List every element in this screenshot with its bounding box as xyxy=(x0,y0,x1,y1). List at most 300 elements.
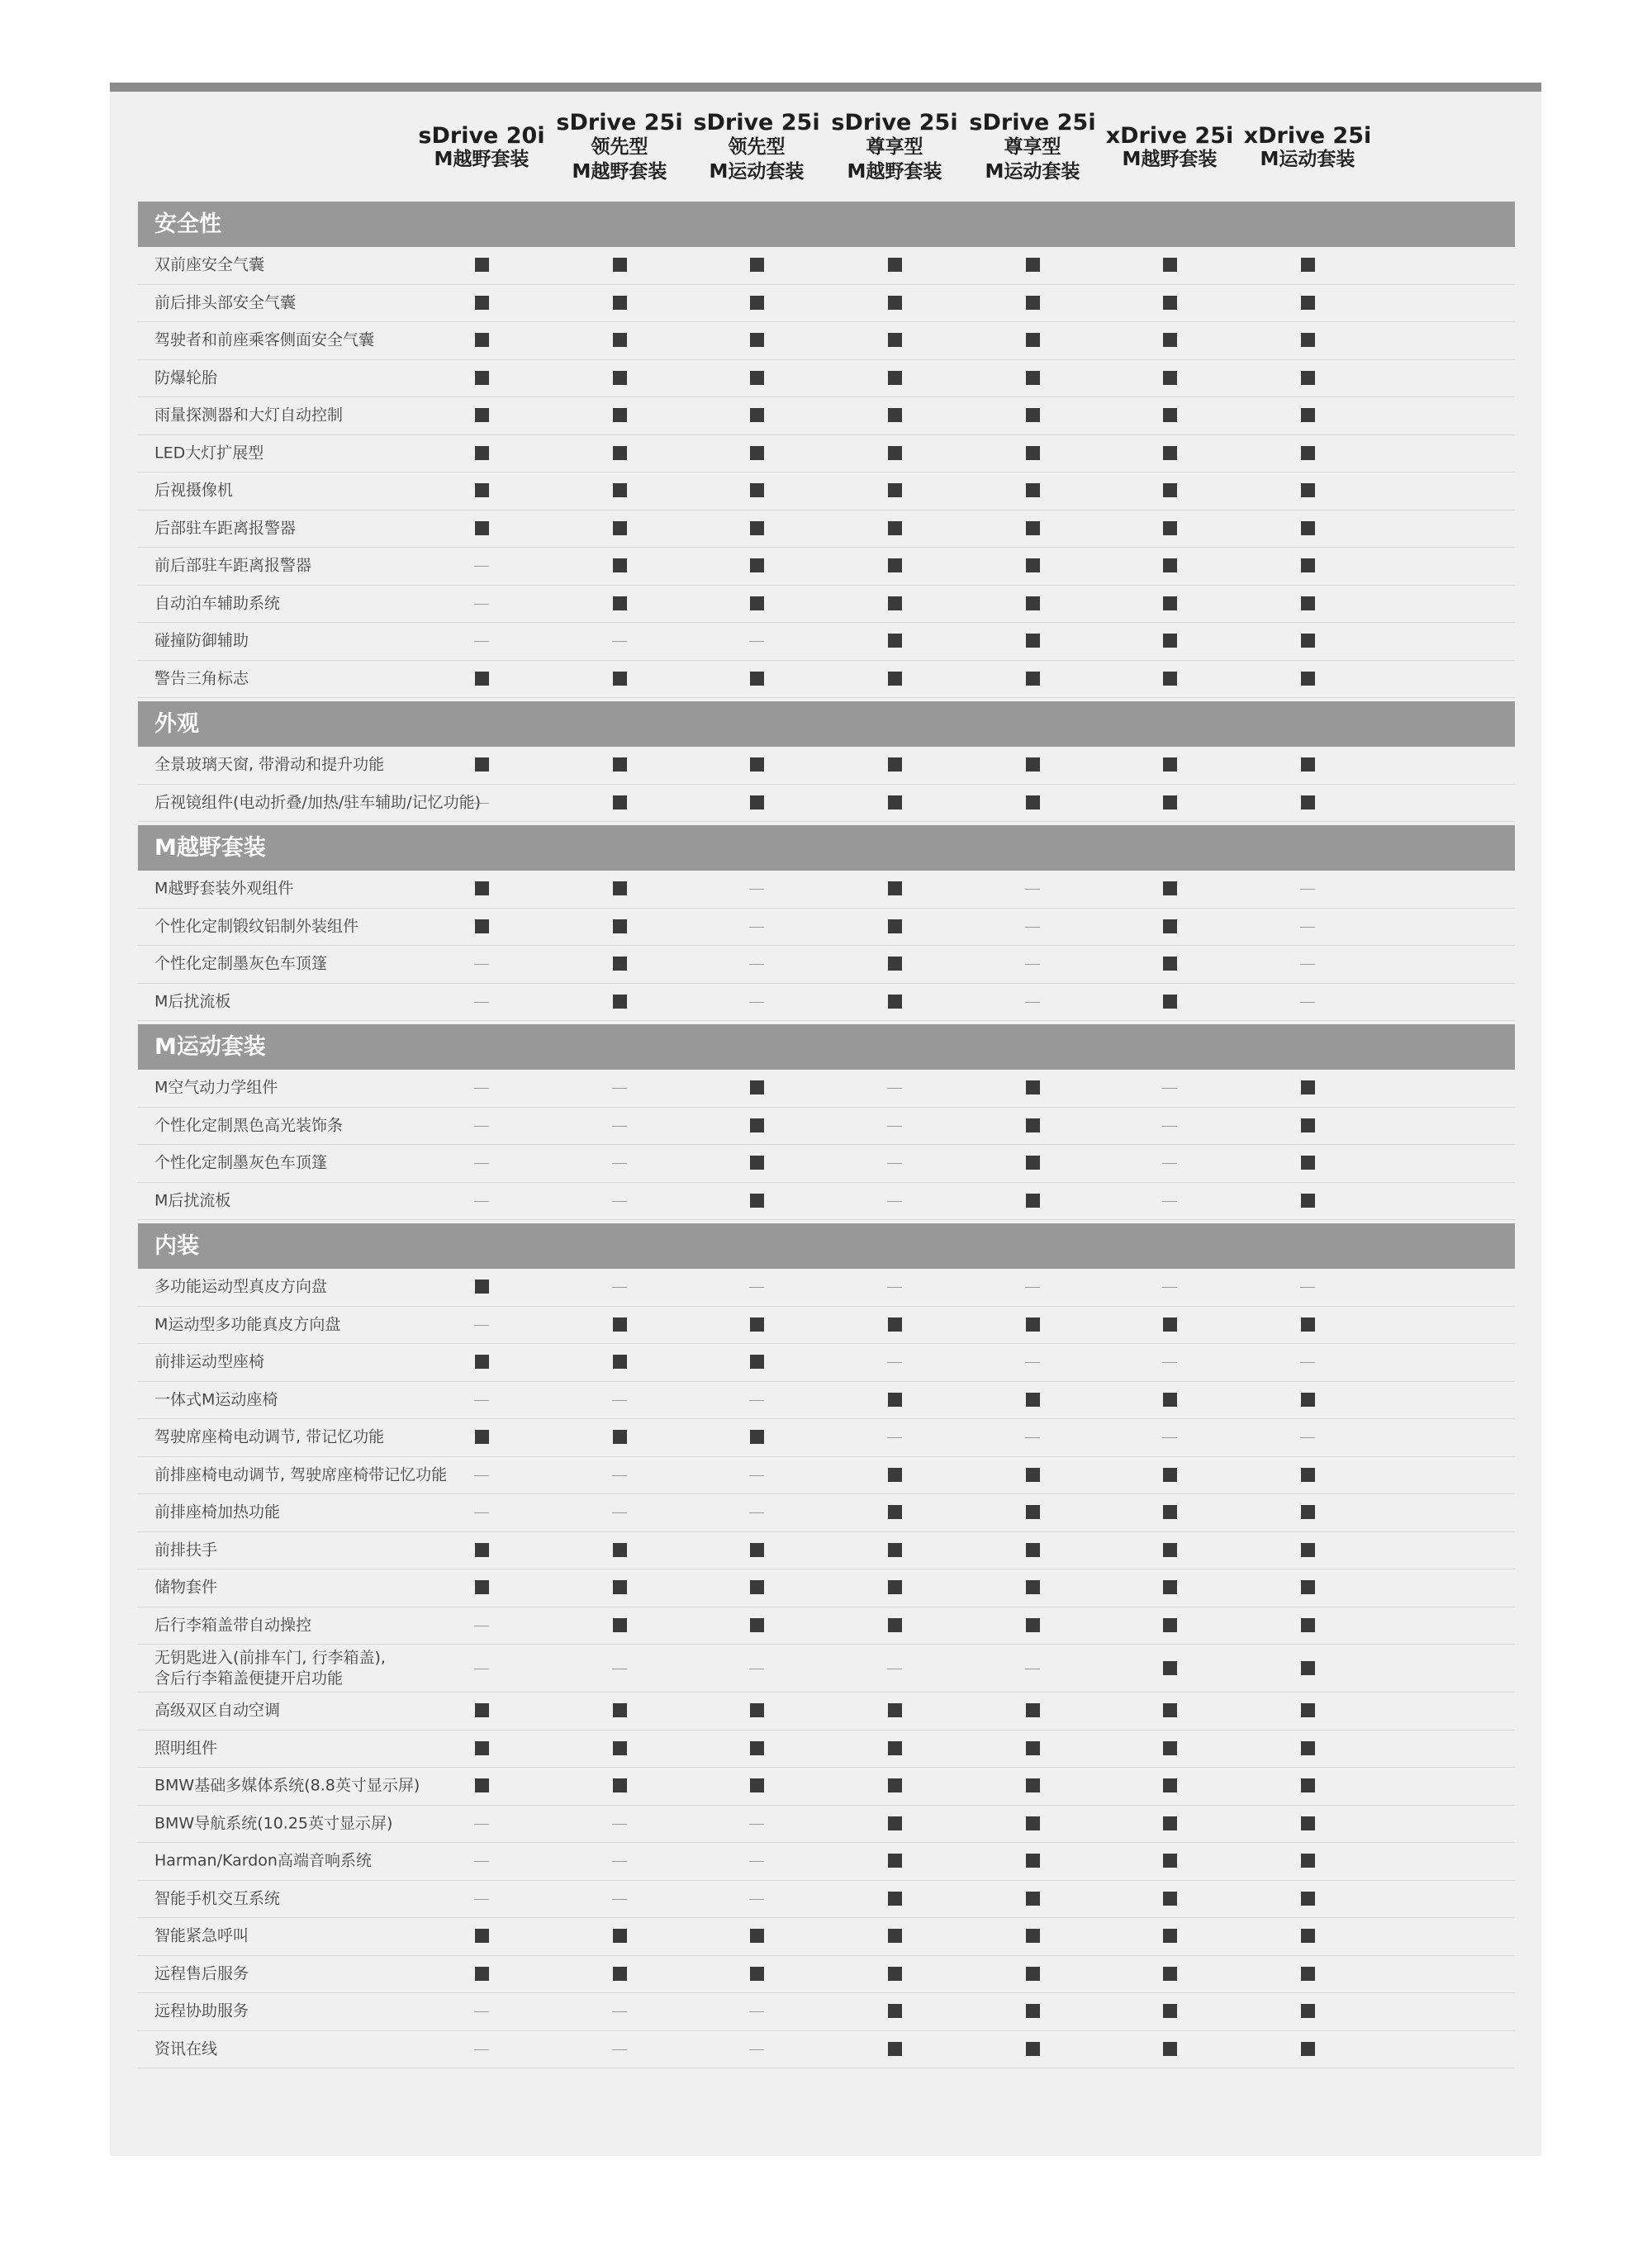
standard-square-icon xyxy=(1163,995,1177,1009)
table-row xyxy=(138,397,1515,435)
standard-square-icon xyxy=(750,1543,764,1557)
standard-square-icon xyxy=(1026,483,1040,497)
standard-square-icon xyxy=(750,258,764,272)
model-trim-line: 尊享型 xyxy=(1004,136,1061,158)
feature-label-line: 前排扶手 xyxy=(154,1541,218,1560)
standard-square-icon xyxy=(1026,1318,1040,1332)
not-available-dash-icon xyxy=(887,1088,902,1089)
standard-square-icon xyxy=(1163,521,1177,535)
section-header: 内装 xyxy=(138,1223,1515,1269)
table-row xyxy=(138,1569,1515,1607)
not-available-dash-icon xyxy=(474,964,489,965)
standard-square-icon xyxy=(1163,371,1177,385)
standard-square-icon xyxy=(475,881,489,895)
feature-label-line: 驾驶席座椅电动调节, 带记忆功能 xyxy=(154,1427,385,1446)
standard-square-icon xyxy=(475,757,489,772)
standard-square-icon xyxy=(750,1430,764,1444)
not-available-dash-icon xyxy=(749,889,764,890)
feature-label xyxy=(154,1738,217,1759)
standard-square-icon xyxy=(1026,1543,1040,1557)
standard-square-icon xyxy=(613,408,627,422)
standard-square-icon xyxy=(888,1967,902,1981)
standard-square-icon xyxy=(613,795,627,810)
not-available-dash-icon xyxy=(749,1512,764,1513)
not-available-dash-icon xyxy=(612,641,627,642)
standard-square-icon xyxy=(1301,1929,1315,1943)
model-name: sDrive 25i xyxy=(831,110,958,135)
standard-square-icon xyxy=(888,1929,902,1943)
model-trim-line: 尊享型 xyxy=(866,136,923,158)
standard-square-icon xyxy=(1026,1816,1040,1830)
feature-label-line: 前后排头部安全气囊 xyxy=(154,293,297,312)
standard-square-icon xyxy=(475,1967,489,1981)
standard-square-icon xyxy=(1026,371,1040,385)
standard-square-icon xyxy=(888,483,902,497)
feature-label-line: 照明组件 xyxy=(154,1739,218,1758)
standard-square-icon xyxy=(1163,558,1177,572)
feature-label xyxy=(154,1648,386,1689)
standard-square-icon xyxy=(750,795,764,810)
feature-label xyxy=(154,556,311,577)
standard-square-icon xyxy=(1163,1661,1177,1675)
model-trim-line: M越野套装 xyxy=(434,149,529,170)
feature-label xyxy=(154,406,343,426)
feature-label xyxy=(154,1078,278,1099)
model-name: sDrive 25i xyxy=(969,110,1096,135)
not-available-dash-icon xyxy=(612,1126,627,1127)
standard-square-icon xyxy=(1026,1778,1040,1792)
standard-square-icon xyxy=(1163,1816,1177,1830)
feature-label xyxy=(154,1352,264,1373)
standard-square-icon xyxy=(1301,483,1315,497)
standard-square-icon xyxy=(613,1741,627,1755)
model-header-cell xyxy=(1239,124,1376,172)
standard-square-icon xyxy=(888,1778,902,1792)
standard-square-icon xyxy=(1301,634,1315,648)
standard-square-icon xyxy=(1163,296,1177,310)
not-available-dash-icon xyxy=(474,1002,489,1003)
standard-square-icon xyxy=(888,1543,902,1557)
standard-square-icon xyxy=(888,957,902,971)
standard-square-icon xyxy=(613,957,627,971)
not-available-dash-icon xyxy=(612,2011,627,2012)
not-available-dash-icon xyxy=(887,1126,902,1127)
standard-square-icon xyxy=(1026,795,1040,810)
standard-square-icon xyxy=(1301,1543,1315,1557)
section-header: M越野套装 xyxy=(138,825,1515,871)
standard-square-icon xyxy=(613,1778,627,1792)
table-row xyxy=(138,360,1515,398)
standard-square-icon xyxy=(475,1543,489,1557)
standard-square-icon xyxy=(888,995,902,1009)
feature-label xyxy=(154,631,249,652)
table-row xyxy=(138,1307,1515,1345)
not-available-dash-icon xyxy=(749,1475,764,1476)
standard-square-icon xyxy=(1026,2004,1040,2018)
table-row xyxy=(138,1956,1515,1994)
table-row xyxy=(138,548,1515,586)
feature-label-line: 智能手机交互系统 xyxy=(154,1889,281,1908)
not-available-dash-icon xyxy=(474,1475,489,1476)
standard-square-icon xyxy=(1026,634,1040,648)
not-available-dash-icon xyxy=(612,1899,627,1900)
standard-square-icon xyxy=(613,596,627,610)
standard-square-icon xyxy=(1301,1505,1315,1519)
standard-square-icon xyxy=(1163,1393,1177,1407)
standard-square-icon xyxy=(1163,957,1177,971)
table-row xyxy=(138,946,1515,984)
not-available-dash-icon xyxy=(749,1287,764,1288)
standard-square-icon xyxy=(1163,881,1177,895)
standard-square-icon xyxy=(475,446,489,460)
not-available-dash-icon xyxy=(474,2011,489,2012)
feature-label-line: M空气动力学组件 xyxy=(154,1078,278,1097)
feature-label-line: 碰撞防御辅助 xyxy=(154,631,249,650)
not-available-dash-icon xyxy=(749,1861,764,1862)
standard-square-icon xyxy=(1026,521,1040,535)
standard-square-icon xyxy=(1163,1967,1177,1981)
not-available-dash-icon xyxy=(749,641,764,642)
section-header: 安全性 xyxy=(138,202,1515,247)
standard-square-icon xyxy=(750,1703,764,1717)
standard-square-icon xyxy=(613,1967,627,1981)
table-row xyxy=(138,785,1515,823)
standard-square-icon xyxy=(1301,1967,1315,1981)
standard-square-icon xyxy=(613,672,627,686)
model-trim-line: M越野套装 xyxy=(572,161,667,183)
feature-label-line: M后扰流板 xyxy=(154,1191,231,1210)
table-row xyxy=(138,1419,1515,1457)
standard-square-icon xyxy=(613,1618,627,1632)
standard-square-icon xyxy=(475,333,489,347)
standard-square-icon xyxy=(1026,558,1040,572)
table-row xyxy=(138,1344,1515,1382)
not-available-dash-icon xyxy=(1300,1287,1315,1288)
model-trim-line: 领先型 xyxy=(728,136,786,158)
feature-label-line: M越野套装外观组件 xyxy=(154,879,294,898)
model-trim-line: M运动套装 xyxy=(985,161,1080,183)
not-available-dash-icon xyxy=(887,1437,902,1438)
standard-square-icon xyxy=(1026,446,1040,460)
feature-label xyxy=(154,755,384,776)
table-row xyxy=(138,1145,1515,1183)
standard-square-icon xyxy=(1301,1661,1315,1675)
feature-label xyxy=(154,668,249,689)
feature-label xyxy=(154,1813,392,1834)
feature-label xyxy=(154,1503,280,1523)
table-row xyxy=(138,285,1515,323)
standard-square-icon xyxy=(750,1580,764,1594)
standard-square-icon xyxy=(750,296,764,310)
table-row xyxy=(138,909,1515,947)
standard-square-icon xyxy=(750,1318,764,1332)
table-row xyxy=(138,871,1515,909)
table-row xyxy=(138,1993,1515,2031)
model-trim-line: M越野套装 xyxy=(1122,149,1218,170)
standard-square-icon xyxy=(1026,1618,1040,1632)
feature-label xyxy=(154,330,374,351)
standard-square-icon xyxy=(1026,757,1040,772)
standard-square-icon xyxy=(1163,1741,1177,1755)
standard-square-icon xyxy=(1026,1892,1040,1906)
feature-label-line: 个性化定制黑色高光装饰条 xyxy=(154,1116,344,1135)
feature-label-line: 含后行李箱盖便捷开启功能 xyxy=(154,1669,344,1688)
feature-label-line: 个性化定制墨灰色车顶篷 xyxy=(154,1153,328,1172)
model-header xyxy=(138,101,1515,198)
table-row xyxy=(138,247,1515,285)
not-available-dash-icon xyxy=(887,1287,902,1288)
standard-square-icon xyxy=(613,1355,627,1369)
standard-square-icon xyxy=(750,371,764,385)
feature-label xyxy=(154,1926,249,1947)
standard-square-icon xyxy=(1163,596,1177,610)
standard-square-icon xyxy=(1026,1703,1040,1717)
not-available-dash-icon xyxy=(887,1201,902,1202)
not-available-dash-icon xyxy=(1162,1201,1177,1202)
model-name: sDrive 25i xyxy=(693,110,820,135)
standard-square-icon xyxy=(613,995,627,1009)
not-available-dash-icon xyxy=(612,1475,627,1476)
standard-square-icon xyxy=(1026,672,1040,686)
standard-square-icon xyxy=(888,672,902,686)
standard-square-icon xyxy=(1026,1468,1040,1482)
table-row xyxy=(138,1806,1515,1844)
standard-square-icon xyxy=(750,1080,764,1094)
not-available-dash-icon xyxy=(612,1824,627,1825)
feature-label-line: 后行李箱盖带自动操控 xyxy=(154,1616,312,1635)
spec-table-body xyxy=(138,202,1515,2068)
standard-square-icon xyxy=(888,1816,902,1830)
standard-square-icon xyxy=(750,1929,764,1943)
not-available-dash-icon xyxy=(749,1899,764,1900)
standard-square-icon xyxy=(888,1318,902,1332)
feature-label-line: 前后部驻车距离报警器 xyxy=(154,556,312,575)
feature-label-line: 远程售后服务 xyxy=(154,1964,249,1983)
standard-square-icon xyxy=(1163,1468,1177,1482)
standard-square-icon xyxy=(613,1703,627,1717)
not-available-dash-icon xyxy=(749,1002,764,1003)
standard-square-icon xyxy=(475,408,489,422)
standard-square-icon xyxy=(1163,483,1177,497)
not-available-dash-icon xyxy=(612,1201,627,1202)
table-row xyxy=(138,1269,1515,1307)
not-available-dash-icon xyxy=(1162,1287,1177,1288)
standard-square-icon xyxy=(1026,1118,1040,1132)
standard-square-icon xyxy=(1301,672,1315,686)
model-header-cell xyxy=(1101,124,1238,172)
standard-square-icon xyxy=(750,408,764,422)
standard-square-icon xyxy=(1163,1318,1177,1332)
standard-square-icon xyxy=(613,1430,627,1444)
feature-label xyxy=(154,2001,249,2022)
standard-square-icon xyxy=(1301,2004,1315,2018)
standard-square-icon xyxy=(475,1778,489,1792)
standard-square-icon xyxy=(475,1430,489,1444)
standard-square-icon xyxy=(1163,795,1177,810)
standard-square-icon xyxy=(1026,1741,1040,1755)
standard-square-icon xyxy=(750,596,764,610)
spec-table xyxy=(138,101,1515,2068)
not-available-dash-icon xyxy=(1300,1437,1315,1438)
standard-square-icon xyxy=(888,521,902,535)
standard-square-icon xyxy=(1026,1080,1040,1094)
standard-square-icon xyxy=(613,1929,627,1943)
standard-square-icon xyxy=(1301,1703,1315,1717)
feature-label-line: 雨量探测器和大灯自动控制 xyxy=(154,406,344,425)
standard-square-icon xyxy=(1301,1580,1315,1594)
not-available-dash-icon xyxy=(474,566,489,567)
standard-square-icon xyxy=(1163,333,1177,347)
standard-square-icon xyxy=(888,1468,902,1482)
feature-label xyxy=(154,879,293,900)
standard-square-icon xyxy=(1026,1156,1040,1170)
standard-square-icon xyxy=(888,2004,902,2018)
standard-square-icon xyxy=(1163,408,1177,422)
table-row xyxy=(138,1070,1515,1108)
not-available-dash-icon xyxy=(1300,964,1315,965)
not-available-dash-icon xyxy=(474,1899,489,1900)
standard-square-icon xyxy=(1163,1778,1177,1792)
standard-square-icon xyxy=(475,919,489,933)
standard-square-icon xyxy=(888,1854,902,1868)
feature-label xyxy=(154,1615,311,1636)
table-row xyxy=(138,1645,1515,1693)
model-trim-line: 领先型 xyxy=(591,136,648,158)
standard-square-icon xyxy=(888,1580,902,1594)
not-available-dash-icon xyxy=(887,1362,902,1363)
not-available-dash-icon xyxy=(474,1861,489,1862)
standard-square-icon xyxy=(1026,1967,1040,1981)
table-row xyxy=(138,1693,1515,1731)
standard-square-icon xyxy=(750,483,764,497)
standard-square-icon xyxy=(613,333,627,347)
feature-label-line: 全景玻璃天窗, 带滑动和提升功能 xyxy=(154,755,385,774)
standard-square-icon xyxy=(888,1393,902,1407)
standard-square-icon xyxy=(750,1118,764,1132)
standard-square-icon xyxy=(1026,408,1040,422)
standard-square-icon xyxy=(1301,446,1315,460)
standard-square-icon xyxy=(888,333,902,347)
not-available-dash-icon xyxy=(612,2049,627,2050)
standard-square-icon xyxy=(1163,2004,1177,2018)
feature-label-line: 多功能运动型真皮方向盘 xyxy=(154,1277,328,1296)
feature-label xyxy=(154,1578,217,1598)
standard-square-icon xyxy=(1026,333,1040,347)
standard-square-icon xyxy=(1163,757,1177,772)
not-available-dash-icon xyxy=(474,1400,489,1401)
standard-square-icon xyxy=(1301,1080,1315,1094)
not-available-dash-icon xyxy=(612,1861,627,1862)
model-trim-line: M运动套装 xyxy=(709,161,805,183)
feature-label xyxy=(154,1190,230,1211)
feature-label-line: 防爆轮胎 xyxy=(154,368,218,387)
feature-label-line: 双前座安全气囊 xyxy=(154,255,265,274)
table-row xyxy=(138,1731,1515,1769)
standard-square-icon xyxy=(888,1618,902,1632)
not-available-dash-icon xyxy=(1300,927,1315,928)
standard-square-icon xyxy=(888,757,902,772)
standard-square-icon xyxy=(475,483,489,497)
standard-square-icon xyxy=(888,371,902,385)
table-row xyxy=(138,1918,1515,1956)
not-available-dash-icon xyxy=(749,1824,764,1825)
standard-square-icon xyxy=(750,672,764,686)
feature-label xyxy=(154,1888,280,1909)
not-available-dash-icon xyxy=(1025,927,1040,928)
standard-square-icon xyxy=(1301,1618,1315,1632)
model-header-cell xyxy=(964,111,1101,184)
feature-label xyxy=(154,1314,340,1335)
standard-square-icon xyxy=(1163,672,1177,686)
standard-square-icon xyxy=(613,1318,627,1332)
standard-square-icon xyxy=(613,1543,627,1557)
standard-square-icon xyxy=(1026,1194,1040,1208)
standard-square-icon xyxy=(613,757,627,772)
standard-square-icon xyxy=(888,634,902,648)
not-available-dash-icon xyxy=(612,1287,627,1288)
standard-square-icon xyxy=(1301,371,1315,385)
feature-label xyxy=(154,1776,420,1797)
standard-square-icon xyxy=(613,521,627,535)
table-row xyxy=(138,984,1515,1022)
standard-square-icon xyxy=(750,521,764,535)
not-available-dash-icon xyxy=(1162,1437,1177,1438)
model-name: xDrive 25i xyxy=(1243,123,1372,149)
table-row xyxy=(138,1183,1515,1221)
not-available-dash-icon xyxy=(1025,1362,1040,1363)
standard-square-icon xyxy=(1163,446,1177,460)
standard-square-icon xyxy=(1026,1854,1040,1868)
standard-square-icon xyxy=(750,757,764,772)
feature-label-line: M后扰流板 xyxy=(154,992,231,1011)
standard-square-icon xyxy=(613,1580,627,1594)
standard-square-icon xyxy=(750,1967,764,1981)
model-trim-line: M越野套装 xyxy=(847,161,942,183)
table-row xyxy=(138,1843,1515,1881)
standard-square-icon xyxy=(475,1929,489,1943)
not-available-dash-icon xyxy=(1162,1126,1177,1127)
feature-label xyxy=(154,368,217,388)
standard-square-icon xyxy=(475,1280,489,1294)
standard-square-icon xyxy=(888,1703,902,1717)
feature-label xyxy=(154,792,481,813)
standard-square-icon xyxy=(1301,1854,1315,1868)
feature-label xyxy=(154,2039,217,2059)
standard-square-icon xyxy=(1301,1393,1315,1407)
not-available-dash-icon xyxy=(1025,889,1040,890)
not-available-dash-icon xyxy=(749,2049,764,2050)
standard-square-icon xyxy=(888,258,902,272)
feature-label xyxy=(154,593,280,614)
not-available-dash-icon xyxy=(474,803,489,804)
standard-square-icon xyxy=(1301,757,1315,772)
not-available-dash-icon xyxy=(474,1163,489,1164)
standard-square-icon xyxy=(613,446,627,460)
feature-label xyxy=(154,1465,447,1485)
table-row xyxy=(138,1494,1515,1532)
not-available-dash-icon xyxy=(1162,1088,1177,1089)
standard-square-icon xyxy=(1026,1580,1040,1594)
feature-label-line: 高级双区自动空调 xyxy=(154,1701,281,1720)
section-header: 外观 xyxy=(138,701,1515,747)
feature-label xyxy=(154,991,230,1012)
standard-square-icon xyxy=(475,258,489,272)
standard-square-icon xyxy=(1301,596,1315,610)
not-available-dash-icon xyxy=(1025,964,1040,965)
model-header-cell xyxy=(551,111,688,184)
model-name: xDrive 25i xyxy=(1105,123,1234,149)
table-row xyxy=(138,661,1515,699)
